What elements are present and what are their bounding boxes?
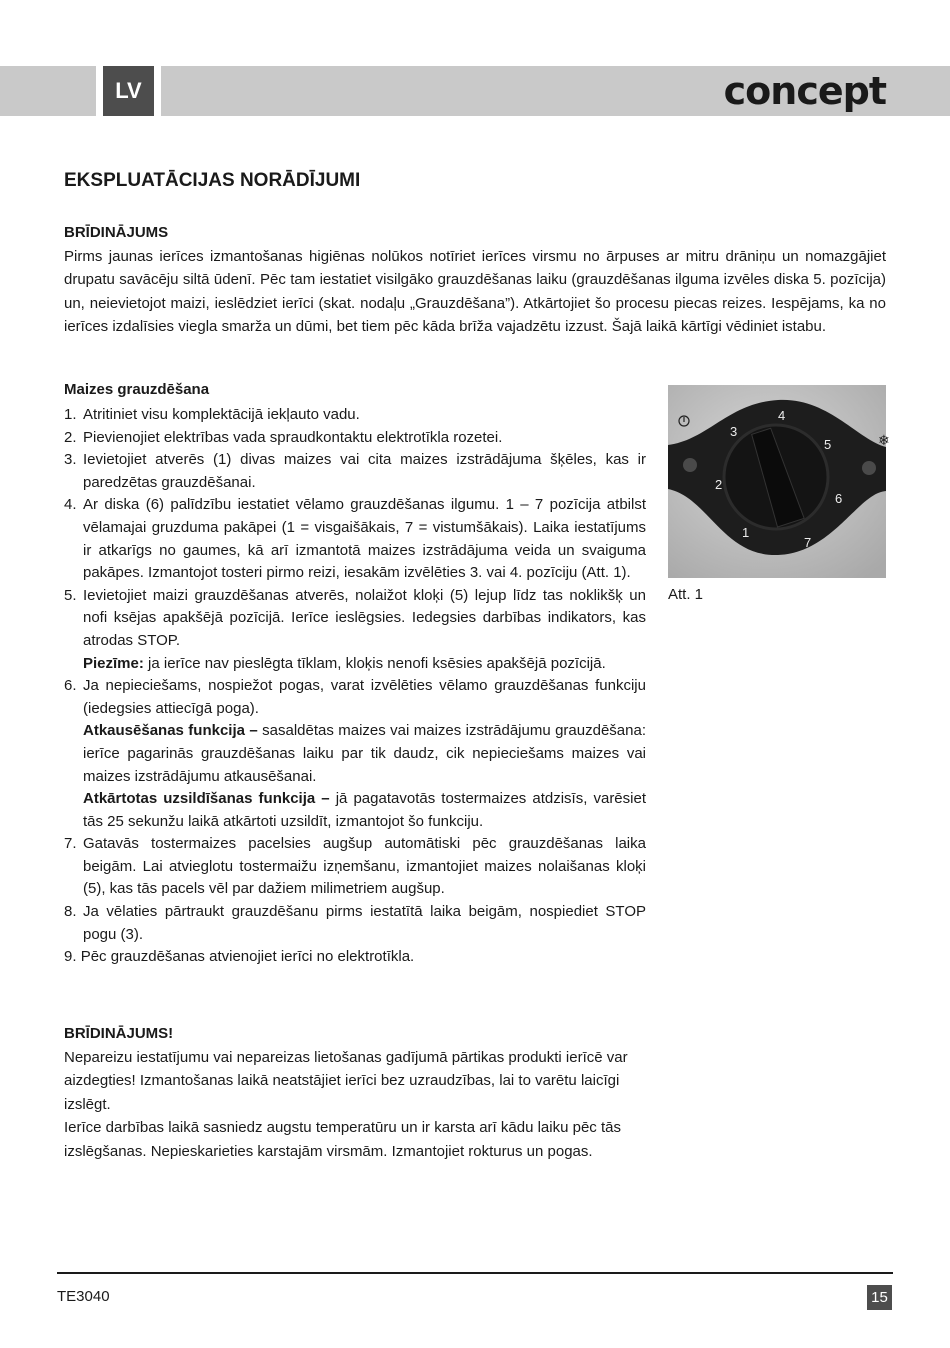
brand-logo: concept (723, 69, 886, 113)
page-number: 15 (867, 1285, 892, 1310)
note-text: ja ierīce nav pieslēgta tīklam, kloķis nenofi ksēsies apakšējā pozīcijā. (143, 654, 606, 672)
language-badge: LV (103, 66, 154, 116)
reheat-text: jā pagatavotās tostermaizes atdzisīs, varēsiet tās 25 sekunžu laikā atkārtoti uzsildīt, izmantojot šo funkciju. (83, 790, 646, 830)
step-item (64, 675, 646, 833)
reheat-note (83, 788, 646, 833)
header-bar-left (0, 66, 96, 116)
step-text: Pievienojiet elektrības vada spraudkontaktu elektrotīkla rozetei. (83, 428, 503, 446)
step-text: Gatavās tostermaizes pacelsies augšup automātiski pēc grauzdēšanas laika beigām. Lai atvieglotu tostermaižu izņemšanu, izmantojiet maizes nolaišanas kloķi (5), kas tās pacels vēl par dažiem milimetriem augšup. (83, 835, 646, 898)
warning-heading: BRĪDINĀJUMS (64, 224, 169, 241)
dial-figure (668, 385, 890, 578)
step-item (64, 946, 646, 969)
header-bar-right (161, 66, 950, 116)
step-item (64, 449, 646, 494)
model-number: TE3040 (57, 1288, 110, 1305)
dial-number-3: 3 (730, 424, 738, 439)
note-label: Piezīme: (83, 654, 144, 672)
warning2-text-2: Ierīce darbības laikā sasniedz augstu temperatūru un ir karsta arī kādu laiku pēc tās izslēgšanas. Nepieskarieties karstajām virsmām. Izmantojiet rokturus un pogas. (64, 1119, 621, 1160)
footer-divider (57, 1272, 893, 1274)
step-item (64, 585, 646, 675)
step-number: 9. (64, 948, 77, 966)
step-text: Ja vēlaties pārtraukt grauzdēšanu pirms iestatītā laika beigām, nospiediet STOP pogu (3). (83, 903, 646, 943)
dial-number-6: 6 (835, 491, 843, 506)
step-text: Pēc grauzdēšanas atvienojiet ierīci no elektrotīkla. (80, 948, 415, 966)
step-text: Ja nepieciešams, nospiežot pogas, varat izvēlēties vēlamo grauzdēšanas funkciju (iedegsies attiecīgā poga). (83, 677, 646, 717)
step-item (64, 427, 646, 450)
step-item (64, 901, 646, 946)
step-number: 6. (64, 677, 77, 695)
section-title: Maizes grauzdēšana (64, 381, 210, 398)
step-number: 1. (64, 406, 77, 423)
step-text: Atritiniet visu komplektācijā iekļauto vadu. (83, 406, 360, 423)
defrost-note (83, 720, 646, 788)
step-note (83, 653, 646, 676)
page-title: EKSPLUATĀCIJAS NORĀDĪJUMI (64, 170, 361, 191)
dial-number-2: 2 (715, 477, 723, 492)
step-number: 4. (64, 496, 77, 514)
step-number: 5. (64, 586, 77, 604)
right-hole (862, 461, 876, 475)
step-number: 7. (64, 835, 77, 853)
left-hole (683, 458, 697, 472)
step-item (64, 833, 646, 901)
figure-caption: Att. 1 (668, 586, 704, 603)
warning2-heading: BRĪDINĀJUMS! (64, 1025, 174, 1042)
dial-number-5: 5 (824, 437, 832, 452)
dial-illustration (668, 385, 890, 578)
defrost-label: Atkausēšanas funkcija – (83, 722, 258, 740)
dial-number-4: 4 (778, 408, 786, 423)
step-number: 2. (64, 428, 77, 446)
step-text: Ievietojiet atverēs (1) divas maizes vai cita maizes izstrādājuma šķēles, kas ir paredzētas grauzdēšanai. (83, 451, 646, 491)
warning2-text-1: Nepareizu iestatījumu vai nepareizas lietošanas gadījumā pārtikas produkti ierīcē var aizdegties! Izmantošanas laikā neatstājiet ierīci bez uzraudzības, lai to varētu laicīgi izslēgt. (64, 1048, 628, 1113)
step-item (64, 494, 646, 584)
warning-text: Pirms jaunas ierīces izmantošanas higiēnas nolūkos notīriet ierīces virsmu no ārpuses ar mitru drāniņu un nomazgājiet drupatu savācēju siltā ūdenī. Pēc tam iestatiet visilgāko grauzdēšanas laiku (grauzdēšanas ilguma izvēles diska 5. pozīcija) un, neievietojot maizi, ieslēdziet ierīci (skat. nodaļu „Grauzdēšana”). Atkārtojiet šo procesu piecas reizes. Iespējams, ka no ierīces izdalīsies viegla smarža un dūmi, bet tiem pēc kāda brīža vajadzētu izzust. Šajā laikā kārtīgi vēdiniet istabu. (64, 247, 886, 335)
warning-block (64, 221, 886, 339)
step-text: Ar diska (6) palīdzību iestatiet vēlamo grauzdēšanas ilgumu. 1 – 7 pozīcija atbilst vēlamajai gruzduma pakāpei (1 = visgaišākais, 7 = vistumšākais). Laika iestatījums ir atkarīgs no gaumes, kā arī izmantotā maizes izstrādājuma veida un svaiguma pakāpes. Izmantojot tosteri pirmo reizi, iesakām izvēlēties 3. vai 4. pozīciju (Att. 1). (83, 496, 646, 582)
dial-number-1: 1 (742, 525, 750, 540)
steps-list (64, 404, 646, 969)
step-item (64, 404, 646, 427)
dial-number-7: 7 (804, 535, 812, 550)
step-number: 8. (64, 903, 77, 921)
step-text: Ievietojiet maizi grauzdēšanas atverēs, nolaižot kloķi (5) lejup līdz tas noklikšķ un nofi ksējas apakšējā pozīcijā. Ierīce ieslēgsies. Iedegsies darbības indikators, kas atrodas STOP. (83, 586, 646, 649)
snowflake-icon: ❄ (878, 433, 890, 449)
step-number: 3. (64, 451, 77, 469)
defrost-text: sasaldētas maizes vai maizes izstrādājumu grauzdēšana: ierīce pagarinās grauzdēšanas laiku par tik daudz, cik nepieciešams maizes vai maizes izstrādājumu atkausēšanai. (83, 722, 646, 785)
warning-block-2 (64, 1022, 634, 1163)
reheat-label: Atkārtotas uzsildīšanas funkcija – (83, 790, 330, 808)
